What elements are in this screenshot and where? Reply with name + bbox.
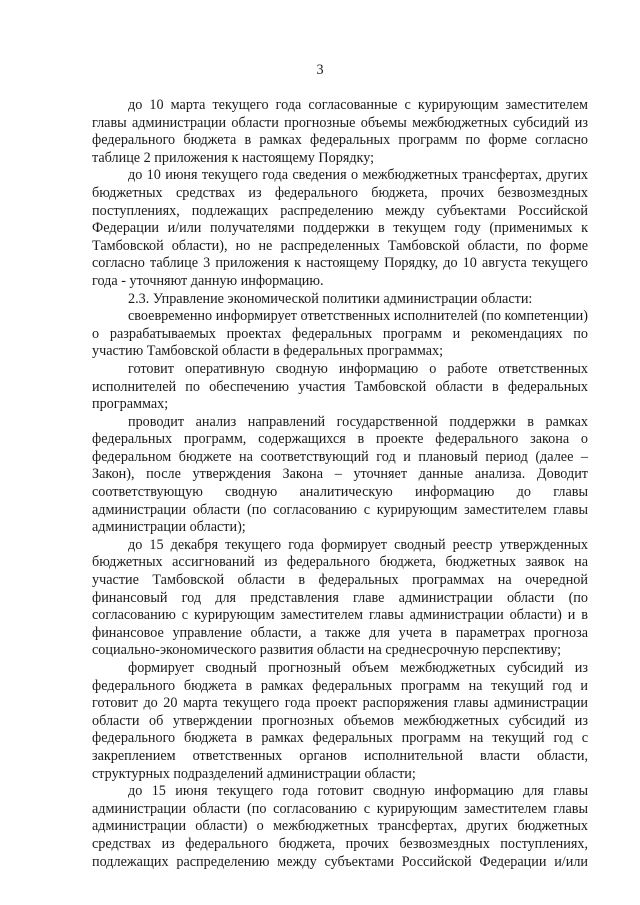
page-number: 3 (316, 62, 324, 78)
paragraph-informs-executors: своевременно информирует ответственных исполнителей (по компетенции) о разрабатываемых проектах федеральных программ и рекомендациях по участию Тамбовской области в федеральных программах; (92, 308, 588, 360)
paragraph-forecast-volume: формирует сводный прогнозный объем межбюджетных субсидий из федерального бюджета в рамках федеральных программ на текущий год и готовит до 20 марта текущего года проект распоряжения главы администрации области об утверждении прогнозных объемов межбюджетных субсидий из федерального бюджета в рамках федеральных программ на текущий год с закреплением ответственных органов исполнительной власти области, структурных подразделений администрации области; (92, 660, 588, 782)
document-body (92, 97, 588, 871)
paragraph-june-deadline: до 10 июня текущего года сведения о межбюджетных трансфертах, других бюджетных средствах из федерального бюджета, прочих безвозмездных поступлениях, подлежащих распределению между субъектами Российской Федерации и/или получателями поддержки в текущем году (применимых к Тамбовской области), но не распределенных Тамбовской области, по форме согласно таблице 3 приложения к настоящему Порядку, до 10 августа текущего года - уточняют данную информацию. (92, 167, 588, 289)
paragraph-june-summary: до 15 июня текущего года готовит сводную информацию для главы администрации области (по согласованию с курирующим заместителем главы администрации области) о межбюджетных трансфертах, других бюджетных средствах из федерального бюджета, прочих безвозмездных поступлениях, подлежащих распределению между субъектами Российской Федерации и/или (92, 783, 588, 870)
paragraph-december-registry: до 15 декабря текущего года формирует сводный реестр утвержденных бюджетных ассигнований из федерального бюджета, бюджетных заявок на участие Тамбовской области в федеральных программах на очередной финансовый год для представления главе администрации области (по согласованию с курирующим заместителем главы администрации области) и в финансовое управление области, а также для учета в параметрах прогноза социально-экономического развития области на среднесрочную перспективу; (92, 536, 588, 659)
paragraph-march-deadline: до 10 марта текущего года согласованные с курирующим заместителем главы администрации области прогнозные объемы межбюджетных субсидий из федерального бюджета в рамках федеральных программ по форме согласно таблице 2 приложения к настоящему Порядку; (92, 97, 588, 166)
paragraph-analysis: проводит анализ направлений государственной поддержки в рамках федеральных программ, содержащихся в проекте федерального закона о федеральном бюджете на соответствующий год и плановый период (далее – Закон), после утверждения Закона – уточняет данные анализа. Доводит соответствующую сводную аналитическую информацию до главы администрации области (по согласованию с курирующим заместителем главы администрации области); (92, 413, 588, 536)
paragraph-operational-info: готовит оперативную сводную информацию о работе ответственных исполнителей по обеспечению участия Тамбовской области в федеральных программах; (92, 360, 588, 413)
section-heading-2-3: 2.3. Управление экономической политики администрации области: (128, 290, 533, 307)
